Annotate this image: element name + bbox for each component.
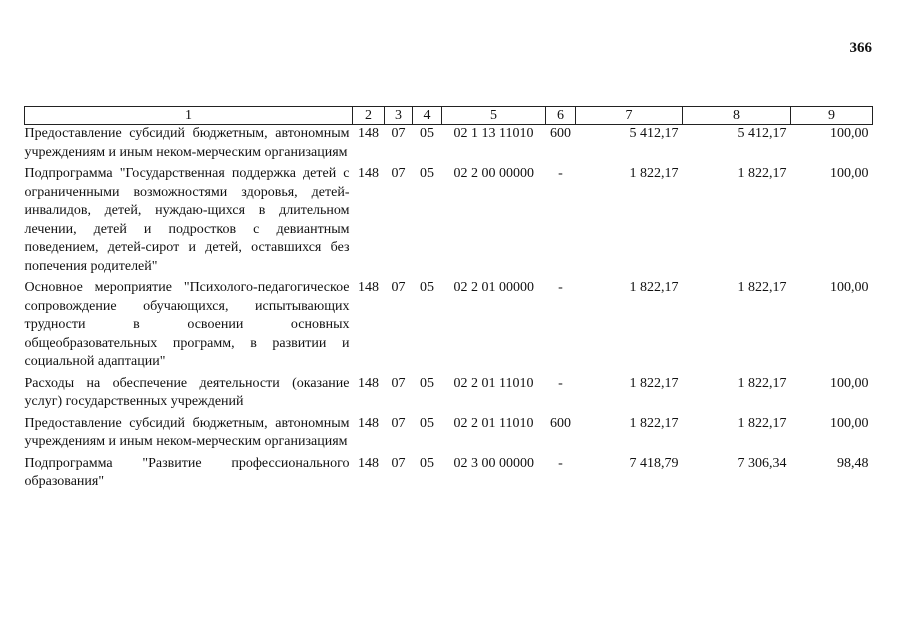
row-name: Предоставление субсидий бюджетным, автономным учреждениям и иным неком-мерческим организациям <box>24 415 350 449</box>
row-col-5: 02 1 13 11010 <box>453 126 534 141</box>
row-col-4: 05 <box>420 166 434 181</box>
row-col-3: 07 <box>391 415 406 431</box>
row-col-4: 05 <box>420 455 434 471</box>
budget-table <box>24 106 873 495</box>
row-col-2: 148 <box>358 375 379 391</box>
header-col-8: 8 <box>683 107 791 125</box>
row-col-5: 02 2 01 11010 <box>453 415 534 431</box>
row-name: Основное мероприятие "Психолого-педагогическое сопровождение обучающихся, испытывающих трудности в освоении основных общеобразовательных программ, в развитии и социальной адаптации" <box>24 280 350 369</box>
row-name: Предоставление субсидий бюджетным, автономным учреждениям и иным неком-мерческим организациям <box>24 126 350 160</box>
row-col-3: 07 <box>391 166 406 181</box>
row-name: Подпрограмма "Государственная поддержка детей с ограниченными возможностями здоровья, детей-инвалидов, детей, нуждаю-щихся в длительном лечении, детей и подростков с девиантным поведением, детей-сирот и детей, оставшихся без попечения родителей" <box>24 166 350 274</box>
row-col-4: 05 <box>420 280 434 295</box>
row-col-8: 1 822,17 <box>737 280 787 295</box>
row-name: Подпрограмма "Развитие профессионального образования" <box>24 455 350 489</box>
row-col-3: 07 <box>391 280 406 295</box>
row-col-4: 05 <box>420 126 434 141</box>
row-col-6: 600 <box>550 126 571 141</box>
header-col-4: 4 <box>413 107 442 125</box>
row-col-9: 100,00 <box>830 166 869 181</box>
row-col-8: 5 412,17 <box>737 126 787 141</box>
row-col-8: 1 822,17 <box>737 166 787 181</box>
row-col-9: 100,00 <box>830 415 869 431</box>
row-col-2: 148 <box>358 126 379 141</box>
header-col-6: 6 <box>546 107 576 125</box>
table-row <box>25 455 873 495</box>
row-col-4: 05 <box>420 415 434 431</box>
row-col-8: 7 306,34 <box>737 455 787 471</box>
row-col-5: 02 3 00 00000 <box>453 455 534 471</box>
row-col-2: 148 <box>358 455 379 471</box>
row-col-9: 100,00 <box>830 375 869 391</box>
table-row <box>25 375 873 415</box>
row-col-2: 148 <box>358 166 379 181</box>
row-col-2: 148 <box>358 280 379 295</box>
row-col-9: 100,00 <box>830 280 869 295</box>
row-col-8: 1 822,17 <box>737 375 787 391</box>
row-col-6: - <box>558 280 563 295</box>
header-col-9: 9 <box>791 107 873 125</box>
row-col-7: 1 822,17 <box>629 375 679 391</box>
page-number: 366 <box>849 40 872 56</box>
header-col-7: 7 <box>576 107 683 125</box>
row-col-3: 07 <box>391 126 406 141</box>
row-col-6: 600 <box>550 415 571 431</box>
table-row <box>25 279 873 375</box>
table-row <box>25 415 873 455</box>
row-col-6: - <box>558 455 563 471</box>
row-name: Расходы на обеспечение деятельности (оказание услуг) государственных учреждений <box>24 375 350 409</box>
row-col-7: 1 822,17 <box>629 280 679 295</box>
row-col-2: 148 <box>358 415 379 431</box>
row-col-4: 05 <box>420 375 434 391</box>
table-body <box>25 125 873 495</box>
row-col-6: - <box>558 375 563 391</box>
row-col-9: 100,00 <box>830 126 869 141</box>
row-col-7: 7 418,79 <box>629 455 679 471</box>
row-col-5: 02 2 01 00000 <box>453 280 534 295</box>
table-row <box>25 165 873 279</box>
row-col-9: 98,48 <box>837 455 869 471</box>
header-col-1: 1 <box>25 107 353 125</box>
row-col-3: 07 <box>391 455 406 471</box>
header-row <box>25 107 873 125</box>
header-col-2: 2 <box>353 107 385 125</box>
row-col-7: 1 822,17 <box>629 415 679 431</box>
row-col-3: 07 <box>391 375 406 391</box>
row-col-6: - <box>558 166 563 181</box>
row-col-5: 02 2 00 00000 <box>453 166 534 181</box>
header-col-5: 5 <box>442 107 546 125</box>
header-col-3: 3 <box>385 107 413 125</box>
table-row <box>25 125 873 166</box>
row-col-8: 1 822,17 <box>737 415 787 431</box>
row-col-7: 1 822,17 <box>629 166 679 181</box>
row-col-5: 02 2 01 11010 <box>453 375 534 391</box>
row-col-7: 5 412,17 <box>629 126 679 141</box>
table-header <box>25 107 873 125</box>
